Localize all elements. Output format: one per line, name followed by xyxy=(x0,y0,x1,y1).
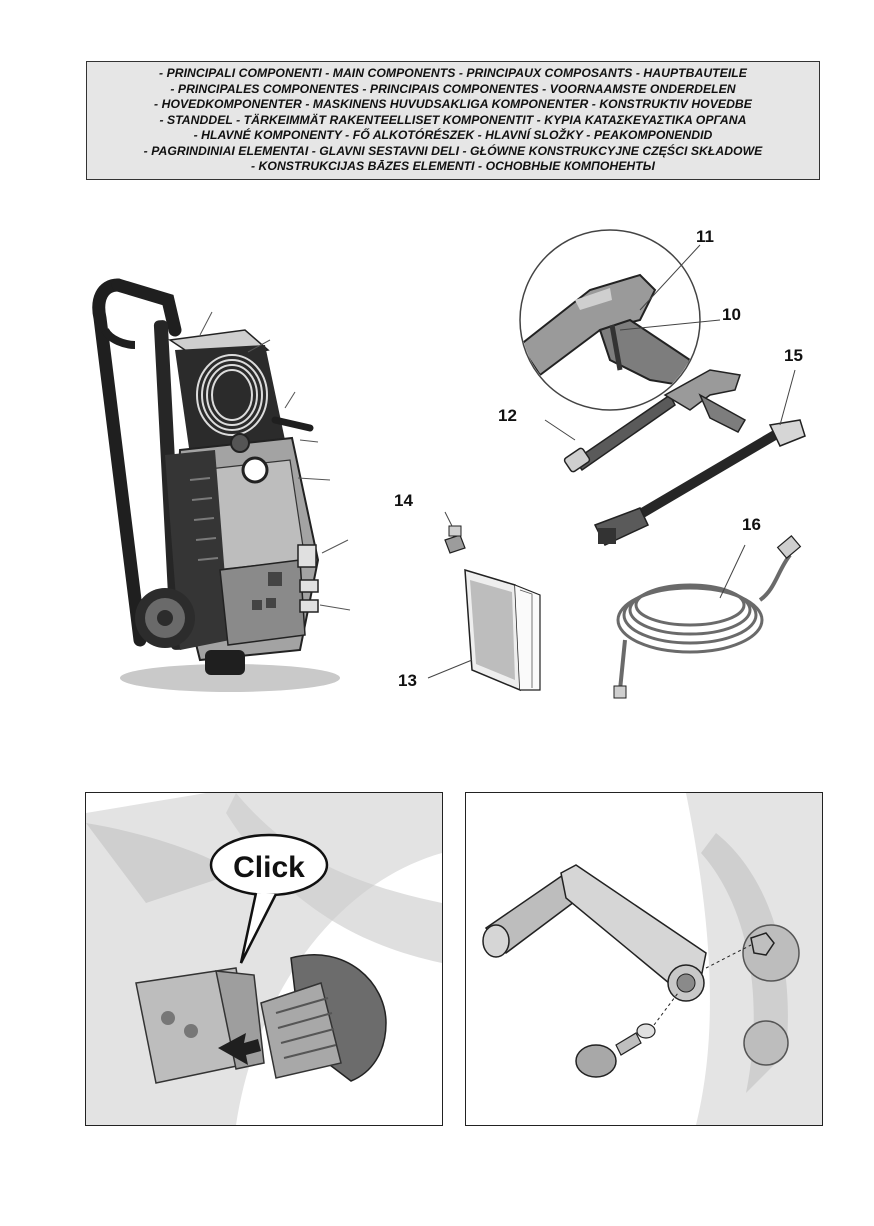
header-box xyxy=(86,61,820,180)
header-line-2: - PRINCIPALES COMPONENTES - PRINCIPAIS COMPONENTES - VOORNAAMSTE ONDERDELEN xyxy=(170,81,736,96)
label-11: 11 xyxy=(696,227,714,246)
crank-assembly-panel xyxy=(465,792,823,1126)
header-line-7: - KONSTRUKCIJAS BĀZES ELEMENTI - ОСНОВНЫЕ КОМПОНЕНТЫ xyxy=(251,159,655,174)
manual-illustration xyxy=(428,570,540,690)
hose-coil-illustration xyxy=(614,536,800,698)
header-line-4: - STANDDEL - TÄRKEIMMÄT RAKENTEELLISET KOMPONENTIT - ΚΥΡΙΑ ΚΑΤΑΣΚΕΥΑΣΤΙΚΑ ΟΡΓΑΝΑ xyxy=(159,112,747,127)
label-15: 15 xyxy=(784,346,803,365)
header-line-1: - PRINCIPALI COMPONENTI - MAIN COMPONENTS - PRINCIPAUX COMPOSANTS - HAUPTBAUTEILE xyxy=(159,65,747,80)
label-16: 16 xyxy=(742,515,761,534)
header-line-3: - HOVEDKOMPONENTER - MASKINENS HUVUDSAKLIGA KOMPONENTER - KONSTRUKTIV HOVEDBE xyxy=(154,97,752,112)
header-line-6: - PAGRINDINIAI ELEMENTAI - GLAVNI SESTAVNI DELI - GŁÓWNE KONSTRUKCYJNE CZĘŚCI SKŁADOWE xyxy=(143,143,763,158)
click-connection-panel xyxy=(85,792,443,1126)
label-13: 13 xyxy=(398,671,417,690)
header-line-5: - HLAVNÉ KOMPONENTY - FŐ ALKOTÓRÉSZEK - HLAVNÍ SLOŽKY - PEAKOMPONENDID xyxy=(193,128,713,143)
label-12: 12 xyxy=(498,406,517,425)
label-10: 10 xyxy=(722,305,741,324)
adapter-illustration xyxy=(445,512,465,553)
label-14: 14 xyxy=(394,491,413,510)
components-illustration xyxy=(0,200,874,720)
pressure-washer-illustration xyxy=(99,285,350,692)
click-callout: Click xyxy=(233,851,305,884)
